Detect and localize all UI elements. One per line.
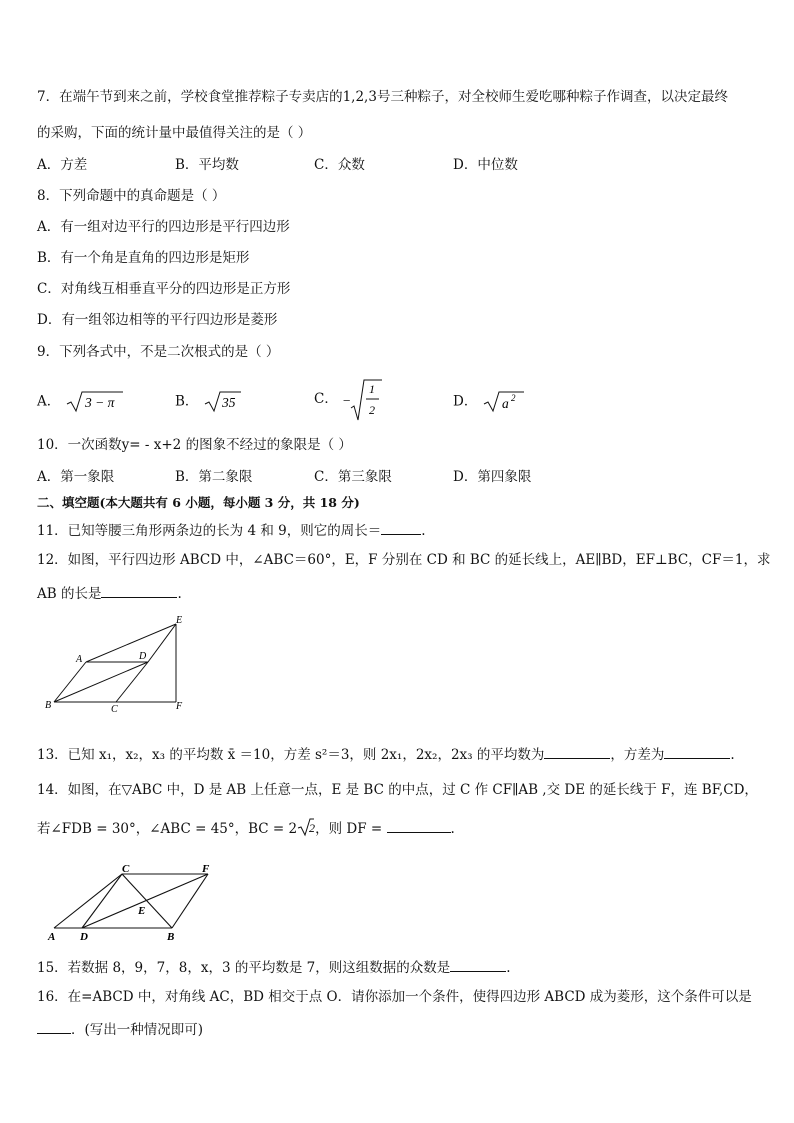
q9-a-radical-sign — [65, 390, 125, 414]
q11-end: . — [421, 523, 426, 539]
q12-figure — [40, 612, 200, 716]
q14-end: . — [450, 821, 455, 837]
q10-option-d: D．第四象限 — [453, 469, 532, 485]
q15-line — [37, 957, 511, 977]
q9-d-exponent: 2 — [510, 393, 516, 403]
q7-option-d: D．中位数 — [453, 157, 518, 173]
q12-label-c: C — [111, 704, 118, 715]
q12-stem-line2 — [37, 583, 182, 603]
q9-option-b-label: B． — [175, 393, 199, 410]
q11-line — [37, 520, 426, 540]
q9-option-c-label: C． — [314, 391, 338, 407]
q13-variance-blank — [664, 744, 730, 759]
q13-part2: ，方差为 — [610, 747, 665, 763]
q9-b-radicand: 35 — [221, 395, 236, 410]
q13-line — [37, 744, 735, 764]
q8-option-b: B．有一个角是直角的四边形是矩形 — [37, 250, 250, 266]
q9-stem: 9．下列各式中，不是二次根式的是（ ） — [37, 344, 280, 360]
q10-option-b: B．第二象限 — [175, 469, 253, 485]
q12-end: . — [177, 586, 182, 602]
q16-answer-blank — [37, 1019, 71, 1034]
q9-c-denominator: 2 — [369, 403, 376, 417]
q9-c-radical-fraction — [342, 378, 384, 422]
q14-segment-df — [82, 874, 208, 928]
q11-text: 11．已知等腰三角形两条边的长为 4 和 9，则它的周长＝ — [37, 523, 382, 539]
q14-line2-a: 若∠FDB = 30°，∠ABC = 45°，BC = 2 — [37, 821, 298, 837]
q8-option-c: C．对角线互相垂直平分的四边形是正方形 — [37, 281, 291, 297]
q15-answer-blank — [450, 957, 506, 972]
q12-answer-blank — [101, 583, 177, 598]
q9-option-d-label: D． — [453, 393, 478, 410]
q16-line2-text: ．(写出一种情况即可) — [71, 1022, 204, 1038]
q12-label-f: F — [176, 701, 183, 712]
q15-end: . — [506, 960, 511, 976]
q14-label-e: E — [138, 905, 146, 917]
q13-mean-blank — [544, 744, 610, 759]
q9-option-d — [453, 390, 526, 414]
q9-b-radical-sign — [203, 390, 243, 414]
q10-option-a: A．第一象限 — [37, 469, 115, 485]
q12-label-e: E — [176, 615, 183, 626]
q12-label-a: A — [76, 654, 83, 665]
q8-option-d: D．有一组邻边相等的平行四边形是菱形 — [37, 312, 278, 328]
q14-stem-line1: 14．如图，在▽ABC 中，D 是 AB 上任意一点，E 是 BC 的中点，过 C 作 CF∥AB ,交 DE 的延长线于 F，连 BF,CD， — [37, 782, 758, 798]
q7-stem-line1: 7．在端午节到来之前，学校食堂推荐粽子专卖店的1,2,3号三种粽子，对全校师生爱吃哪种粽子作调查，以决定最终 — [37, 89, 728, 105]
q12-label-b: B — [45, 700, 52, 711]
q14-figure — [42, 860, 222, 944]
section2-heading: 二、填空题(本大题共有 6 小题，每小题 3 分，共 18 分) — [37, 495, 360, 510]
q8-option-a: A．有一组对边平行的四边形是平行四边形 — [37, 219, 290, 235]
q9-c-numerator: 1 — [369, 382, 376, 396]
q11-answer-blank — [381, 520, 421, 535]
q16-stem-line2 — [37, 1019, 203, 1039]
q14-segment-cb — [122, 874, 172, 928]
q12-stem-line1: 12．如图，平行四边形 ABCD 中，∠ABC＝60°，E，F 分别在 CD 和 BC 的延长线上，AE∥BD，EF⊥BC，CF＝1，求 — [37, 552, 771, 568]
q7-option-b: B．平均数 — [175, 157, 239, 173]
q9-a-radicand: 3 − π — [84, 395, 114, 410]
q14-label-b: B — [167, 931, 175, 943]
q9-d-radical-sign — [482, 390, 526, 414]
q9-d-base: a — [501, 396, 509, 411]
q14-label-d: D — [80, 931, 88, 943]
q10-option-c: C．第三象限 — [314, 469, 392, 485]
q7-option-a: A．方差 — [37, 157, 88, 173]
q12-segment-cd — [116, 662, 148, 702]
q13-part1: 13．已知 x₁，x₂，x₃ 的平均数 x̄ ＝10，方差 s²＝3，则 2x₁，2x₂，2x₃ 的平均数为 — [37, 747, 545, 763]
q8-stem: 8．下列命题中的真命题是（ ） — [37, 188, 226, 204]
q15-text: 15．若数据 8，9，7，8，x，3 的平均数是 7，则这组数据的众数是 — [37, 960, 451, 976]
q12-label-d: D — [139, 651, 147, 662]
q14-answer-blank — [387, 818, 451, 833]
q12-segment-ba — [54, 662, 86, 702]
q14-sqrt-two — [297, 817, 315, 837]
q14-line2-b: ，则 DF = — [315, 821, 383, 837]
q16-stem-line1: 16．在=ABCD 中，对角线 AC，BD 相交于点 O．请你添加一个条件，使得四边形 ABCD 成为菱形，这个条件可以是 — [37, 989, 752, 1005]
q12-segment-bd — [54, 662, 148, 702]
q9-option-a-label: A． — [37, 393, 61, 410]
q9-option-c — [314, 378, 384, 422]
q9-option-a — [37, 390, 125, 414]
q14-label-c: C — [122, 863, 130, 875]
q13-end: . — [730, 747, 735, 763]
q14-radicand: 2 — [309, 821, 316, 835]
q12-line2-text: AB 的长是 — [37, 586, 102, 602]
q9-option-b — [175, 390, 243, 414]
q14-stem-line2 — [37, 817, 455, 838]
q10-stem: 10．一次函数y= - x+2 的图象不经过的象限是（ ） — [37, 437, 352, 453]
q9-c-sign: − — [342, 393, 352, 408]
q7-stem-line2: 的采购，下面的统计量中最值得关注的是（ ） — [37, 125, 312, 141]
q7-option-c: C．众数 — [314, 157, 365, 173]
q14-label-f: F — [202, 863, 210, 875]
q14-label-a: A — [48, 931, 56, 943]
